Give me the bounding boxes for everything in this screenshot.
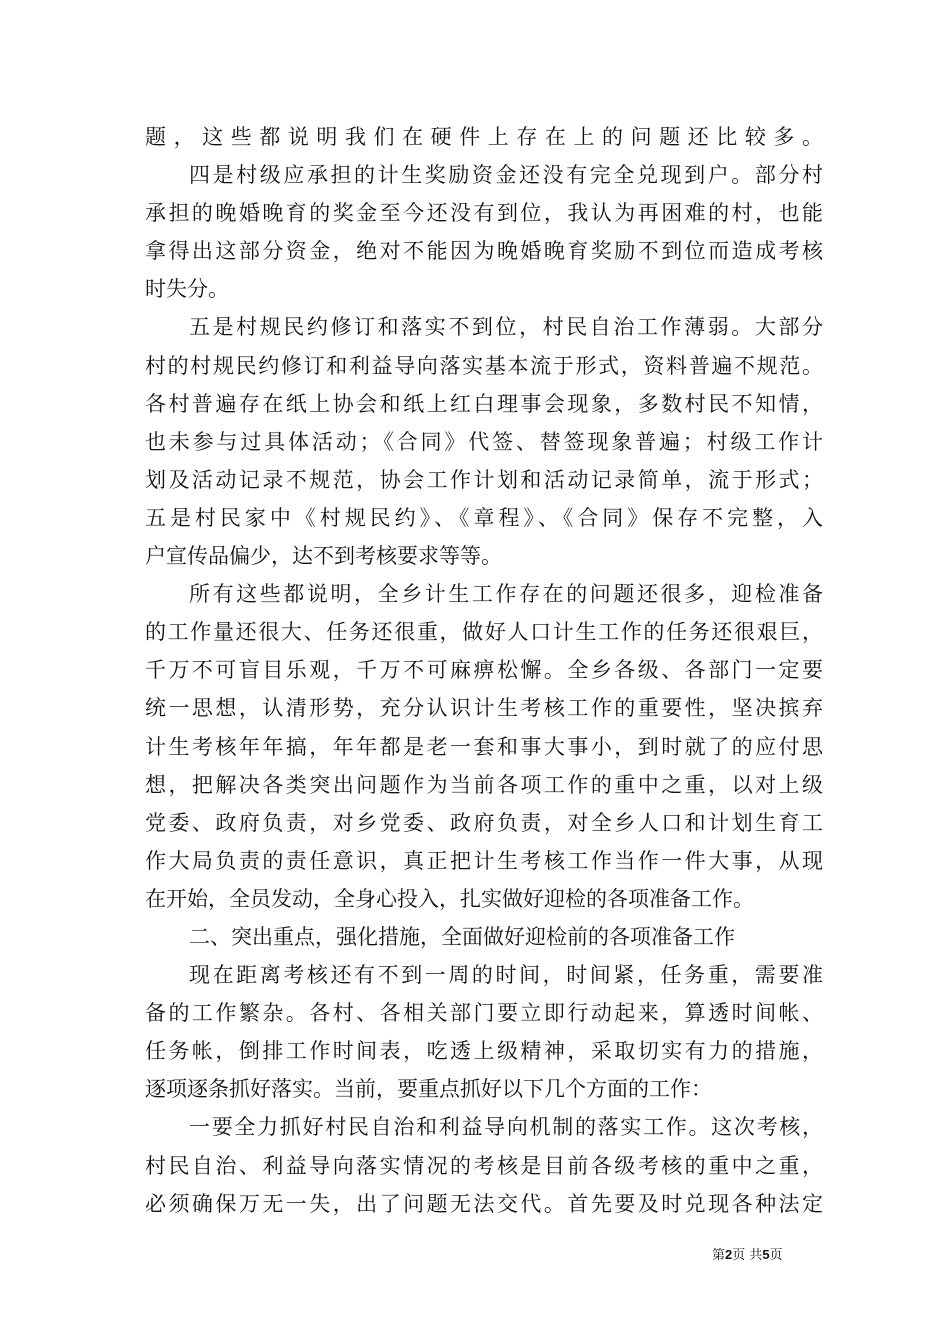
paragraph-start-line: 五是村规民约修订和落实不到位，村民自治工作薄弱。大部分: [189, 315, 823, 340]
text-line: 计生考核年年搞，年年都是老一套和事大事小，到时就了的应付思: [145, 734, 823, 759]
total-pages-number: 5: [762, 1247, 770, 1262]
current-page-number: 2: [725, 1247, 733, 1262]
paragraph-start-line: 四是村级应承担的计生奖励资金还没有完全兑现到户。部分村: [189, 163, 823, 188]
paragraph-start-line: 现在距离考核还有不到一周的时间，时间紧，任务重，需要准: [189, 963, 823, 988]
text-line: 题，这些都说明我们在硬件上存在上的问题还比较多。: [145, 125, 823, 149]
page-number-footer: [712, 1246, 783, 1265]
document-body: [145, 118, 823, 1223]
text-line: 划及活动记录不规范，协会工作计划和活动记录简单，流于形式；: [145, 467, 823, 492]
text-line: 拿得出这部分资金，绝对不能因为晚婚晚育奖励不到位而造成考核: [145, 239, 823, 264]
text-line: 想，把解决各类突出问题作为当前各项工作的重中之重，以对上级: [145, 772, 823, 797]
footer-suffix: 页: [769, 1248, 783, 1263]
text-line: 时失分。: [145, 277, 229, 302]
footer-prefix: 第: [712, 1248, 726, 1263]
text-line: 千万不可盲目乐观，千万不可麻痹松懈。全乡各级、各部门一定要: [145, 658, 823, 683]
text-line: 村的村规民约修订和利益导向落实基本流于形式，资料普遍不规范。: [145, 353, 823, 378]
text-line: 五是村民家中《村规民约》、《章程》、《合同》保存不完整，入: [145, 505, 823, 530]
text-line: 作大局负责的责任意识，真正把计生考核工作当作一件大事，从现: [145, 848, 823, 873]
paragraph-start-line: 一要全力抓好村民自治和利益导向机制的落实工作。这次考核，: [189, 1115, 823, 1140]
text-line: 户宣传品偏少，达不到考核要求等等。: [145, 544, 502, 569]
text-line: 备的工作繁杂。各村、各相关部门要立即行动起来，算透时间帐、: [145, 1001, 823, 1026]
footer-middle: 页 共: [732, 1248, 763, 1263]
text-line: 逐项逐条抓好落实。当前，要重点抓好以下几个方面的工作：: [145, 1077, 712, 1102]
paragraph-start-line: 所有这些都说明，全乡计生工作存在的问题还很多，迎检准备: [189, 582, 823, 607]
text-line: 也未参与过具体活动；《合同》代签、替签现象普遍；村级工作计: [145, 429, 823, 454]
text-line: 承担的晚婚晚育的奖金至今还没有到位，我认为再困难的村，也能: [145, 201, 823, 226]
text-line: 必须确保万无一失，出了问题无法交代。首先要及时兑现各种法定: [145, 1191, 823, 1216]
section-heading: 二、突出重点，强化措施，全面做好迎检前的各项准备工作: [189, 924, 735, 949]
text-line: 党委、政府负责，对乡党委、政府负责，对全乡人口和计划生育工: [145, 810, 823, 835]
text-line: 任务帐，倒排工作时间表，吃透上级精神，采取切实有力的措施，: [145, 1039, 823, 1064]
text-line: 各村普遍存在纸上协会和纸上红白理事会现象，多数村民不知情，: [145, 391, 823, 416]
text-line: 在开始，全员发动，全身心投入，扎实做好迎检的各项准备工作。: [145, 886, 754, 911]
text-line: 统一思想，认清形势，充分认识计生考核工作的重要性，坚决摈弃: [145, 696, 823, 721]
text-line: 的工作量还很大、任务还很重，做好人口计生工作的任务还很艰巨，: [145, 620, 823, 645]
text-line: 村民自治、利益导向落实情况的考核是目前各级考核的重中之重，: [145, 1153, 823, 1178]
